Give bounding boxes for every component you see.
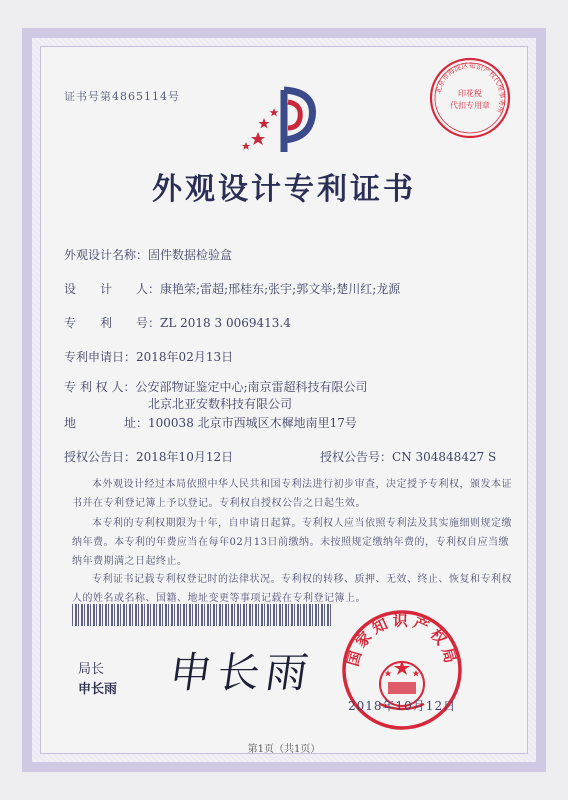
issue-date: 2018年10月12日 (348, 699, 457, 713)
filing-date-row (64, 348, 233, 365)
address-value: 100038 北京市西城区木樨地南里17号 (148, 416, 357, 430)
paragraph-term-notice: 本专利的专利权期限为十年，自申请日起算。专利权人应当依照专利法及其实施细则规定缴纳年费。本专利的年费应当在每年02月13日前缴纳。未按照规定缴纳年费的，专利权自应当缴纳年费期满之日起终止。 (72, 518, 512, 567)
grant-date-label: 授权公告日： (64, 450, 137, 464)
agency-stamp-line2: 代扣专用章 (450, 101, 490, 110)
director-signature: 申长雨 (166, 648, 318, 697)
filing-date-label: 专利申请日： (64, 350, 137, 364)
grant-number-label: 授权公告号： (320, 450, 393, 464)
director-title: 局长 (78, 662, 105, 677)
patentee-label: 专 利 权 人： (64, 380, 136, 394)
barcode (72, 604, 332, 626)
designer-row (64, 280, 400, 297)
patent-number-value: ZL 2018 3 0069413.4 (160, 316, 291, 330)
patent-number-row (64, 314, 291, 331)
certificate-number: 证书号第4865114号 (64, 90, 180, 103)
paragraph-register-notice: 专利证书记载专利权登记时的法律状况。专利权的转移、质押、无效、终止、恢复和专利权人的姓名或名称、国籍、地址变更等事项记载在专利登记簿上。 (72, 574, 512, 604)
address-row (64, 414, 357, 431)
design-name-value: 固件数据检验盒 (148, 248, 233, 262)
director-name: 申长雨 (78, 682, 118, 697)
patent-number-label: 专 利 号： (64, 316, 161, 330)
grant-number-value: CN 304848427 S (392, 450, 497, 464)
paragraph-grant-notice: 本外观设计经过本局依照中华人民共和国专利法进行初步审查，决定授予专利权，颁发本证书并在专利登记簿上予以登记。专利权自授权公告之日起生效。 (72, 479, 512, 509)
agency-stamp-line1: 印花税 (458, 89, 482, 98)
address-label: 地 址： (64, 416, 149, 430)
patent-office-logo-icon (238, 82, 330, 160)
page-footer: 第1页（共1页） (247, 744, 321, 755)
grant-number-row (320, 448, 496, 465)
designer-value: 康艳荣;雷超;邢桂东;张宇;郭文举;楚川红;龙源 (160, 282, 401, 296)
design-name-row (64, 246, 232, 263)
filing-date-value: 2018年02月13日 (136, 350, 234, 364)
grant-date-value: 2018年10月12日 (136, 450, 234, 464)
national-seal-ring-text: 国家知识产权局 (343, 611, 461, 669)
patentee-value-line1: 公安部物证鉴定中心;南京雷超科技有限公司 (135, 380, 368, 394)
agency-stamp-ring-text: 北京市海淀区知识产权代理事务所 (434, 61, 507, 115)
patentee-row (64, 378, 368, 395)
page-title: 外观设计专利证书 (152, 172, 416, 207)
grant-date-row (64, 448, 233, 465)
agency-stamp-icon (428, 56, 512, 140)
design-name-label: 外观设计名称： (64, 248, 149, 262)
designer-label: 设 计 人： (64, 282, 161, 296)
patentee-value-line2: 北京北亚安数科技有限公司 (148, 397, 293, 411)
